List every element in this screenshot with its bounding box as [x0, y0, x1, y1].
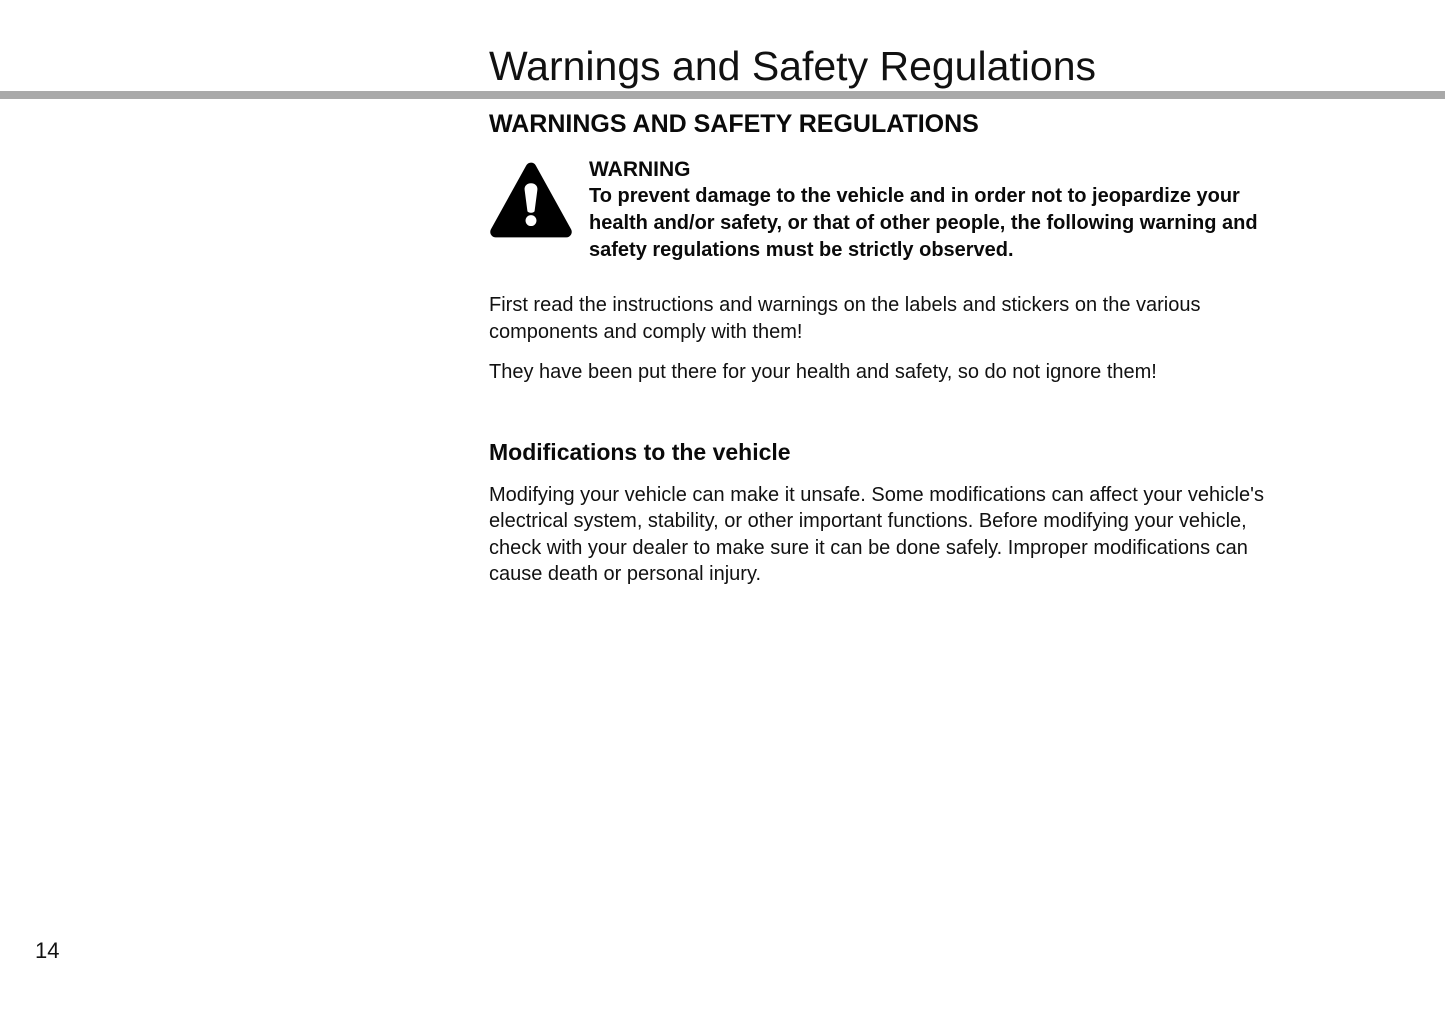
page-number: 14 [35, 938, 60, 963]
warning-body-text: To prevent damage to the vehicle and in order not to jeopardize your health and/or safety, or that of other people, the following warning and safety regulations must be strictly observed. [589, 185, 1258, 261]
warning-label: WARNING [589, 158, 691, 181]
section-heading: WARNINGS AND SAFETY REGULATIONS [489, 110, 979, 138]
warning-callout [489, 160, 1299, 264]
page-title: Warnings and Safety Regulations [489, 43, 1096, 89]
paragraph-modifications: Modifying your vehicle can make it unsafe. Some modifications can affect your vehicle's electrical system, stability, or other important functions. Before modifying your vehicle, check with your dealer to make sure it can be done safely. Improper modifications can cause death or personal injury. [489, 483, 1264, 585]
warning-text-block [589, 156, 1261, 264]
paragraph-read-instructions: First read the instructions and warnings on the labels and stickers on the various components and comply with them! [489, 294, 1201, 343]
title-divider-bar [0, 91, 1445, 99]
warning-triangle-icon [489, 160, 573, 240]
content-column [489, 110, 1299, 588]
paragraph-health-safety: They have been put there for your health and safety, so do not ignore them! [489, 361, 1157, 383]
subsection-heading-modifications: Modifications to the vehicle [489, 438, 791, 465]
